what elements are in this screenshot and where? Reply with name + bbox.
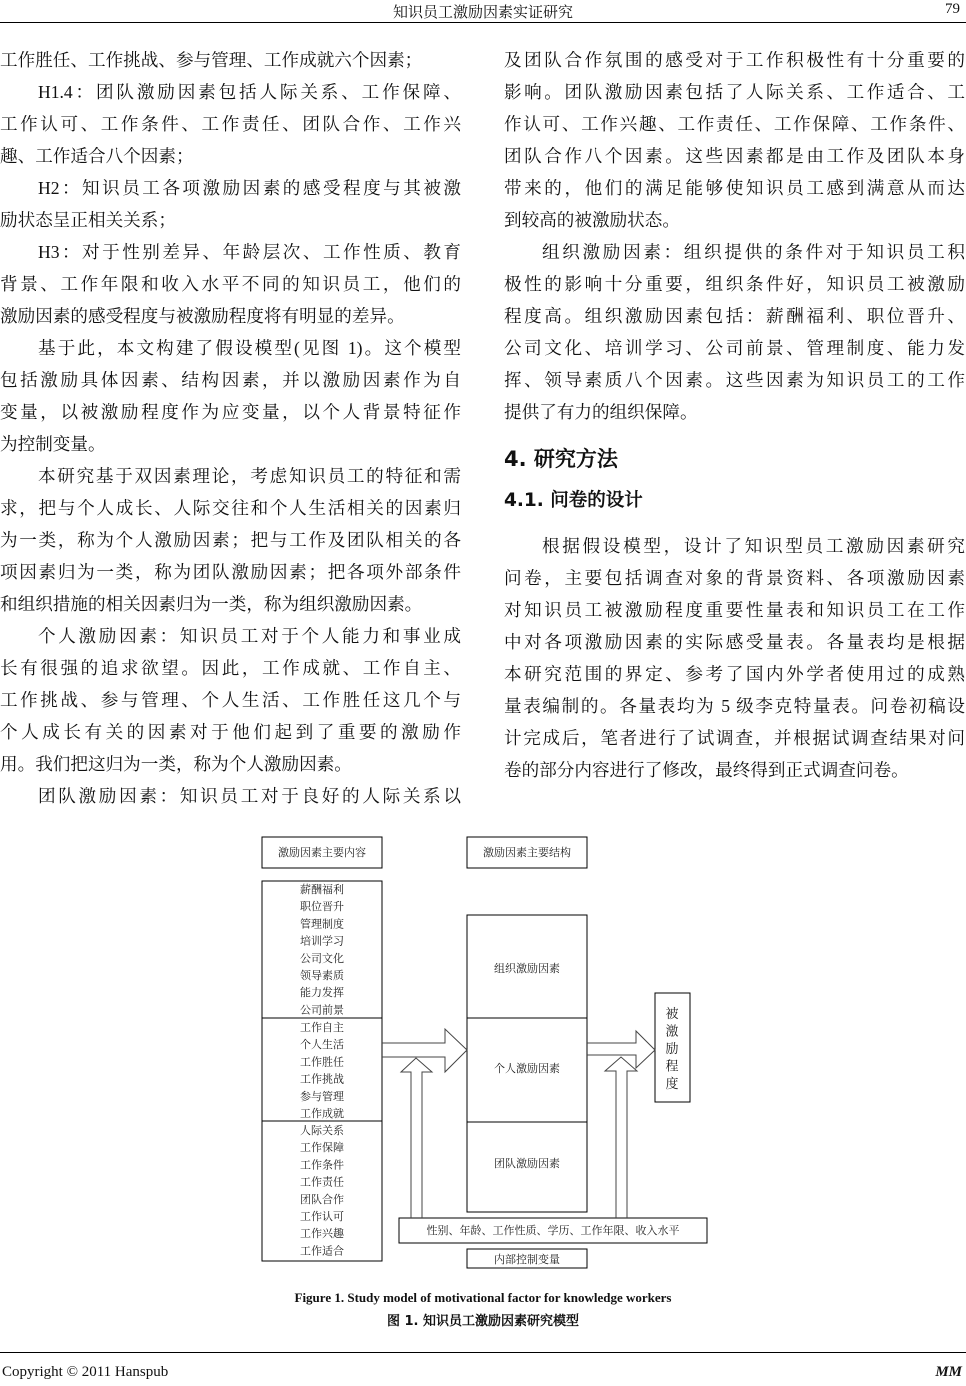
text-line: 影响。团队激励因素包括了人际关系、工作适合、工 — [504, 82, 965, 102]
text-line: 公司文化、培训学习、公司前景、管理制度、能力发 — [504, 338, 965, 358]
outcome-char: 激 — [665, 1024, 679, 1040]
text-line: 长有很强的追求欲望。因此，工作成就、工作自主、 — [0, 658, 461, 678]
figure-caption-en: Figure 1. Study model of motivational factor for knowledge workers — [294, 1290, 672, 1305]
factor-item: 工作责任 — [300, 1175, 344, 1189]
text-line: 极性的影响十分重要，组织条件好，知识员工被激励 — [504, 274, 965, 294]
factor-item: 管理制度 — [300, 917, 344, 931]
factor-item: 公司前景 — [300, 1003, 344, 1017]
content-title: 激励因素主要内容 — [278, 846, 366, 859]
text-line: H1.4：团队激励因素包括人际关系、工作保障、 — [38, 82, 461, 102]
factor-item: 工作自主 — [300, 1021, 344, 1034]
arrow-up-icon — [401, 1058, 432, 1218]
text-line: 变量，以被激励程度作为应变量，以个人背景特征作 — [0, 402, 461, 422]
org-factor: 组织激励因素 — [494, 962, 560, 975]
text-line: 对知识员工被激励程度重要性量表和知识员工在工作 — [504, 600, 965, 620]
factor-item: 工作适合 — [300, 1244, 344, 1258]
text-line: 团队合作八个因素。这些因素都是由工作及团队本身 — [504, 146, 965, 166]
outcome-char: 励 — [665, 1042, 679, 1057]
running-title: 知识员工激励因素实证研究 — [392, 5, 573, 21]
text-line: 到较高的被激励状态。 — [504, 210, 680, 230]
arrow-right-icon — [587, 1031, 655, 1068]
factor-item: 薪酬福利 — [300, 883, 344, 896]
page-number: 79 — [945, 1, 960, 17]
text-line: 个人激励因素：知识员工对于个人能力和事业成 — [38, 626, 461, 646]
factor-item: 工作兴趣 — [300, 1227, 344, 1241]
text-line: 工作认可、工作条件、工作责任、团队合作、工作兴 — [0, 114, 461, 134]
text-line: 求，把与个人成长、人际交往和个人生活相关的因素归 — [0, 498, 461, 518]
factor-item: 工作挑战 — [300, 1072, 344, 1086]
text-line: 工作胜任、工作挑战、参与管理、工作成就六个因素； — [0, 50, 423, 70]
text-line: 问卷，主要包括调查对象的背景资料、各项激励因素 — [504, 568, 965, 588]
arrow-up-icon — [605, 1057, 637, 1218]
personal-factor: 个人激励因素 — [494, 1062, 560, 1075]
text-line: 工作挑战、参与管理、个人生活、工作胜任这几个与 — [0, 690, 461, 710]
factor-item: 领导素质 — [300, 969, 344, 982]
control-label: 内部控制变量 — [494, 1253, 560, 1266]
text-line: 带来的，他们的满足能够使知识员工感到满意从而达 — [504, 178, 965, 198]
factor-item: 个人生活 — [300, 1038, 344, 1052]
text-line: 中对各项激励因素的实际感受量表。各量表均是根据 — [504, 632, 965, 652]
factor-item: 工作成就 — [300, 1107, 344, 1120]
text-line: 个人成长有关的因素对于他们起到了重要的激励作 — [0, 722, 461, 742]
text-line: 挥、领导素质八个因素。这些因素为知识员工的工作 — [504, 370, 965, 390]
text-line: 为一类，称为个人激励因素；把与工作及团队相关的各 — [0, 530, 461, 550]
factor-item: 工作认可 — [300, 1210, 344, 1223]
factor-item: 参与管理 — [300, 1089, 344, 1103]
text-line: 组织激励因素：组织提供的条件对于知识员工积 — [542, 242, 965, 262]
outcome-char: 度 — [665, 1077, 679, 1092]
subsection-heading: 4.1. 问卷的设计 — [504, 490, 643, 511]
factor-item: 团队合作 — [300, 1192, 344, 1206]
text-line: 作认可、工作兴趣、工作责任、工作保障、工作条件、 — [504, 114, 965, 134]
text-line: 提供了有力的组织保障。 — [504, 402, 698, 422]
section-heading: 4. 研究方法 — [504, 447, 618, 471]
footer-rule — [0, 1352, 966, 1353]
text-line: 励状态呈正相关关系； — [0, 210, 176, 230]
text-line: 趣、工作适合八个因素； — [0, 146, 194, 166]
text-line: 量表编制的。各量表均为 5 级李克特量表。问卷初稿设 — [504, 696, 965, 716]
text-line: 背景、工作年限和收入水平不同的知识员工，他们的 — [0, 274, 461, 294]
text-line: 本研究基于双因素理论，考虑知识员工的特征和需 — [38, 466, 461, 486]
text-line: 和组织措施的相关因素归为一类，称为组织激励因素。 — [0, 594, 423, 614]
text-line: 卷的部分内容进行了修改，最终得到正式调查问卷。 — [504, 760, 909, 780]
factor-item: 人际关系 — [300, 1124, 344, 1137]
factor-item: 职位晋升 — [300, 900, 344, 914]
figure-caption-zh: 图 1. 知识员工激励因素研究模型 — [386, 1314, 580, 1329]
text-line: 包括激励具体因素、结构因素，并以激励因素作为自 — [0, 370, 461, 390]
text-line: 及团队合作氛围的感受对于工作积极性有十分重要的 — [504, 50, 965, 70]
control-variables: 性别、年龄、工作性质、学历、工作年限、收入水平 — [426, 1224, 680, 1237]
text-line: 激励因素的感受程度与被激励程度将有明显的差异。 — [0, 306, 405, 326]
factor-item: 能力发挥 — [300, 986, 344, 1000]
text-line: 为控制变量。 — [0, 434, 106, 454]
factor-item: 工作条件 — [300, 1158, 344, 1172]
text-line: 计完成后，笔者进行了试调查，并根据试调查结果对问 — [504, 728, 965, 748]
text-line: H2：知识员工各项激励因素的感受程度与其被激 — [38, 178, 461, 198]
text-line: 基于此，本文构建了假设模型(见图 1)。这个模型 — [38, 338, 461, 358]
structure-title: 激励因素主要结构 — [483, 846, 571, 859]
text-line: 用。我们把这归为一类，称为个人激励因素。 — [0, 754, 352, 774]
factor-item: 培训学习 — [300, 934, 344, 948]
factor-item: 工作保障 — [300, 1141, 344, 1155]
outcome-char: 程 — [665, 1059, 679, 1075]
text-line: 团队激励因素：知识员工对于良好的人际关系以 — [38, 786, 461, 806]
factor-item: 工作胜任 — [300, 1055, 344, 1069]
journal-abbrev: MM — [935, 1364, 962, 1380]
text-line: 项因素归为一类，称为团队激励因素；把各项外部条件 — [0, 562, 461, 582]
text-line: 本研究范围的界定、参考了国内外学者使用过的成熟 — [504, 664, 965, 684]
copyright: Copyright © 2011 Hanspub — [2, 1364, 169, 1380]
team-factor: 团队激励因素 — [494, 1157, 560, 1170]
text-line: 程度高。组织激励因素包括：薪酬福利、职位晋升、 — [504, 306, 965, 326]
outcome-char: 被 — [665, 1007, 679, 1022]
factor-item: 公司文化 — [300, 951, 344, 965]
text-line: H3：对于性别差异、年龄层次、工作性质、教育 — [38, 242, 461, 262]
text-line: 根据假设模型，设计了知识型员工激励因素研究 — [542, 536, 965, 556]
